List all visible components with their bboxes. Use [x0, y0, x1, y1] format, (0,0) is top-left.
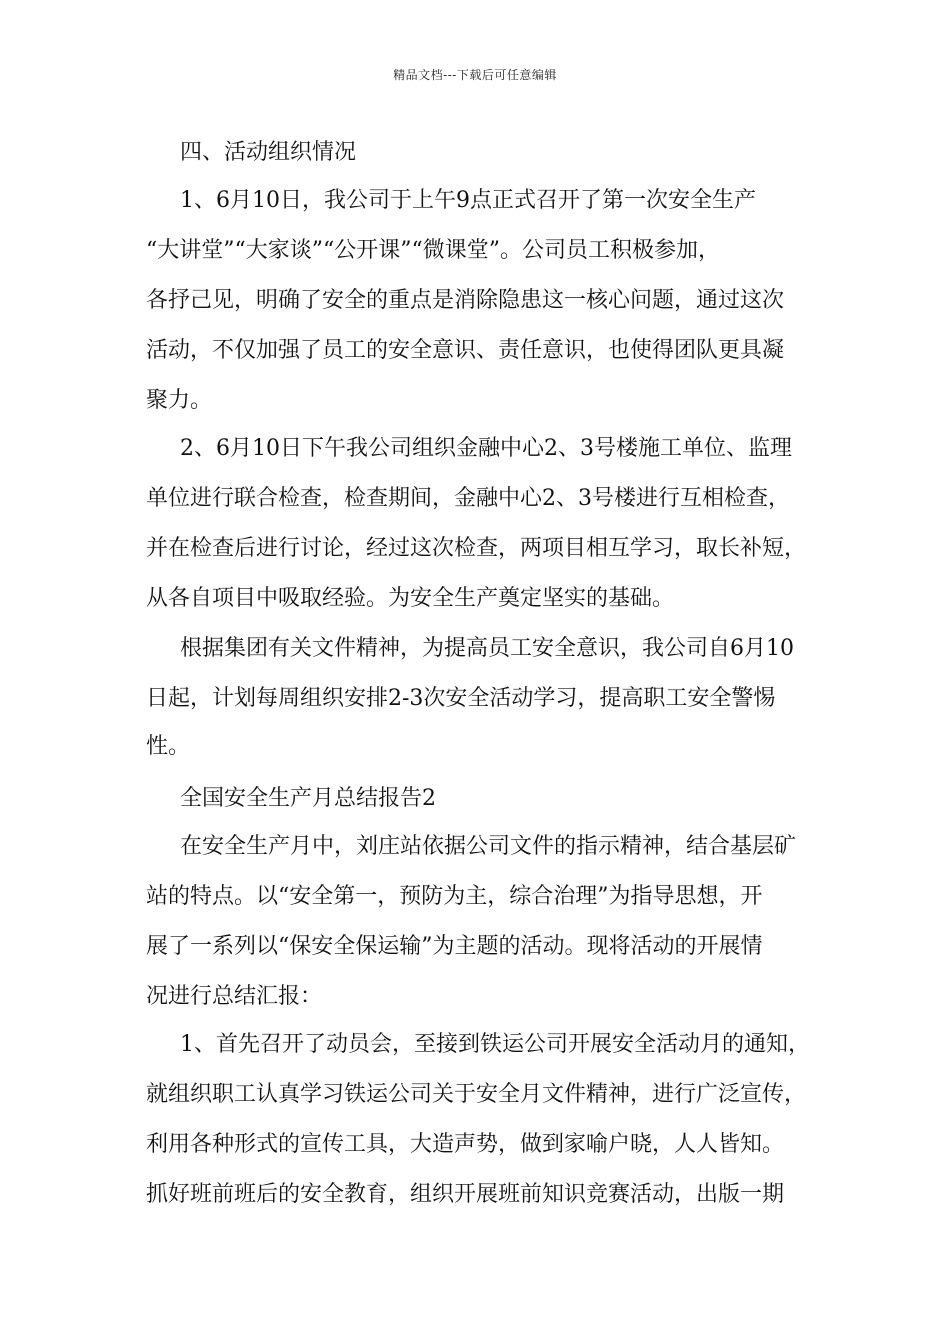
paragraph-line: 根据集团有关文件精神，为提高员工安全意识，我公司自6月10	[180, 636, 794, 661]
paragraph-line: 日起，计划每周组织安排2-3次安全活动学习，提高职工安全警惕	[146, 686, 776, 711]
paragraph-line: 展了一系列以“保安全保运输”为主题的活动。现将活动的开展情	[146, 934, 763, 959]
paragraph-line: 从各自项目中吸取经验。为安全生产奠定坚实的基础。	[146, 586, 675, 611]
paragraph-line: 各抒己见，明确了安全的重点是消除隐患这一核心问题，通过这次	[146, 288, 785, 313]
paragraph-line: “大讲堂”“大家谈”“公开课”“微课堂”。公司员工积极参加，	[146, 238, 720, 263]
paragraph-line: 就组织职工认真学习铁运公司关于安全月文件精神，进行广泛宣传，	[146, 1082, 807, 1107]
paragraph-line: 况进行总结汇报：	[146, 984, 323, 1009]
paragraph-line: 聚力。	[146, 388, 213, 413]
paragraph-line: 单位进行联合检查，检查期间，金融中心2、3号楼进行互相检查，	[146, 486, 790, 511]
paragraph-line: 在安全生产月中，刘庄站依据公司文件的指示精神，结合基层矿	[180, 834, 797, 859]
report-title: 全国安全生产月总结报告2	[180, 786, 436, 811]
paragraph-line: 并在检查后进行讨论，经过这次检查，两项目相互学习，取长补短，	[146, 536, 807, 561]
paragraph-line: 1、首先召开了动员会，至接到铁运公司开展安全活动月的通知，	[180, 1032, 810, 1057]
paragraph-line: 1、6月10日，我公司于上午9点正式召开了第一次安全生产	[180, 188, 756, 213]
paragraph-line: 站的特点。以“安全第一，预防为主，综合治理”为指导思想，开	[146, 884, 763, 909]
paragraph-line: 性。	[146, 734, 191, 759]
paragraph-line: 2、6月10日下午我公司组织金融中心2、3号楼施工单位、监理	[180, 436, 792, 461]
page-header: 精品文档---下载后可任意编辑	[393, 68, 557, 82]
section-heading: 四、活动组织情况	[180, 140, 357, 165]
paragraph-line: 抓好班前班后的安全教育，组织开展班前知识竞赛活动，出版一期	[146, 1182, 785, 1207]
paragraph-line: 利用各种形式的宣传工具，大造声势，做到家喻户晓，人人皆知。	[146, 1132, 785, 1157]
paragraph-line: 活动，不仅加强了员工的安全意识、责任意识，也使得团队更具凝	[146, 338, 785, 363]
